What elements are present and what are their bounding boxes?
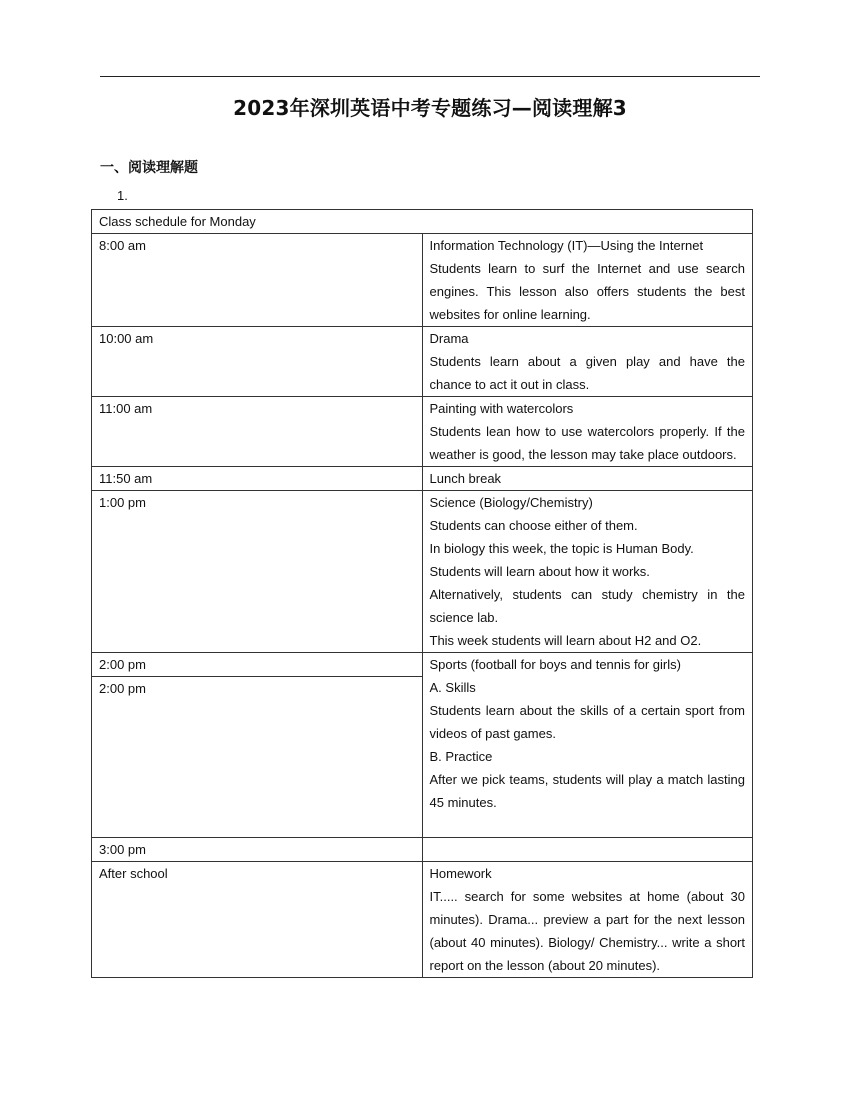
time-cell: 1:00 pm (92, 491, 423, 653)
table-row (92, 327, 753, 397)
lesson-title: Drama (429, 331, 469, 346)
lesson-title: Information Technology (IT)—Using the Internet (429, 238, 704, 253)
lesson-cell (422, 862, 753, 978)
lesson-line: In biology this week, the topic is Human Body. (429, 541, 694, 556)
time-cell: After school (92, 862, 423, 978)
lesson-cell (422, 397, 753, 467)
table-header-cell: Class schedule for Monday (92, 210, 753, 234)
table-row (92, 234, 753, 327)
time-cell: 2:00 pm (92, 677, 423, 838)
lesson-line: Alternatively, students can study chemistry in the science lab. (429, 587, 745, 625)
document-title: 2023年深圳英语中考专题练习—阅读理解3 (233, 96, 627, 120)
lesson-subheading: A. Skills (429, 680, 476, 695)
question-number: 1. (117, 188, 128, 203)
lesson-description: IT..... search for some websites at home (about 30 minutes). Drama... preview a part for the next lesson (about 40 minutes). Biology/ Chemistry... write a short report on the lesson (about 20 minutes). (429, 889, 745, 973)
lesson-description: Students learn about the skills of a certain sport from videos of past games. (429, 703, 745, 741)
lesson-cell (422, 491, 753, 653)
time-cell: 3:00 pm (92, 838, 423, 862)
table-row (92, 862, 753, 978)
time-cell: 10:00 am (92, 327, 423, 397)
lesson-description: Students learn to surf the Internet and use search engines. This lesson also offers students the best websites for online learning. (429, 261, 745, 322)
lesson-description: Students lean how to use watercolors properly. If the weather is good, the lesson may take place outdoors. (429, 424, 745, 462)
table-row (92, 397, 753, 467)
lesson-title: Homework (429, 866, 492, 881)
time-cell: 11:00 am (92, 397, 423, 467)
lesson-description: After we pick teams, students will play a match lasting 45 minutes. (429, 772, 745, 810)
lesson-title: Science (Biology/Chemistry) (429, 495, 593, 510)
lesson-title: Painting with watercolors (429, 401, 574, 416)
lesson-cell (422, 327, 753, 397)
section-heading: 一、阅读理解题 (100, 160, 198, 176)
lesson-cell (422, 838, 753, 862)
table-row (92, 491, 753, 653)
lesson-cell: Lunch break (422, 467, 753, 491)
lesson-title: Sports (football for boys and tennis for girls) (429, 657, 681, 672)
time-cell: 2:00 pm (92, 653, 423, 677)
time-cell: 8:00 am (92, 234, 423, 327)
lesson-line: Students will learn about how it works. (429, 564, 650, 579)
table-row (92, 467, 753, 491)
table-header-row (92, 210, 753, 234)
table-row (92, 653, 753, 677)
lesson-subheading: B. Practice (429, 749, 493, 764)
lesson-cell (422, 653, 753, 838)
time-cell: 11:50 am (92, 467, 423, 491)
lesson-cell (422, 234, 753, 327)
lesson-description: Students learn about a given play and have the chance to act it out in class. (429, 354, 745, 392)
class-schedule-table (91, 209, 753, 978)
table-row (92, 838, 753, 862)
header-rule (100, 76, 760, 77)
lesson-line: Students can choose either of them. (429, 518, 638, 533)
lesson-line: This week students will learn about H2 and O2. (429, 633, 702, 648)
